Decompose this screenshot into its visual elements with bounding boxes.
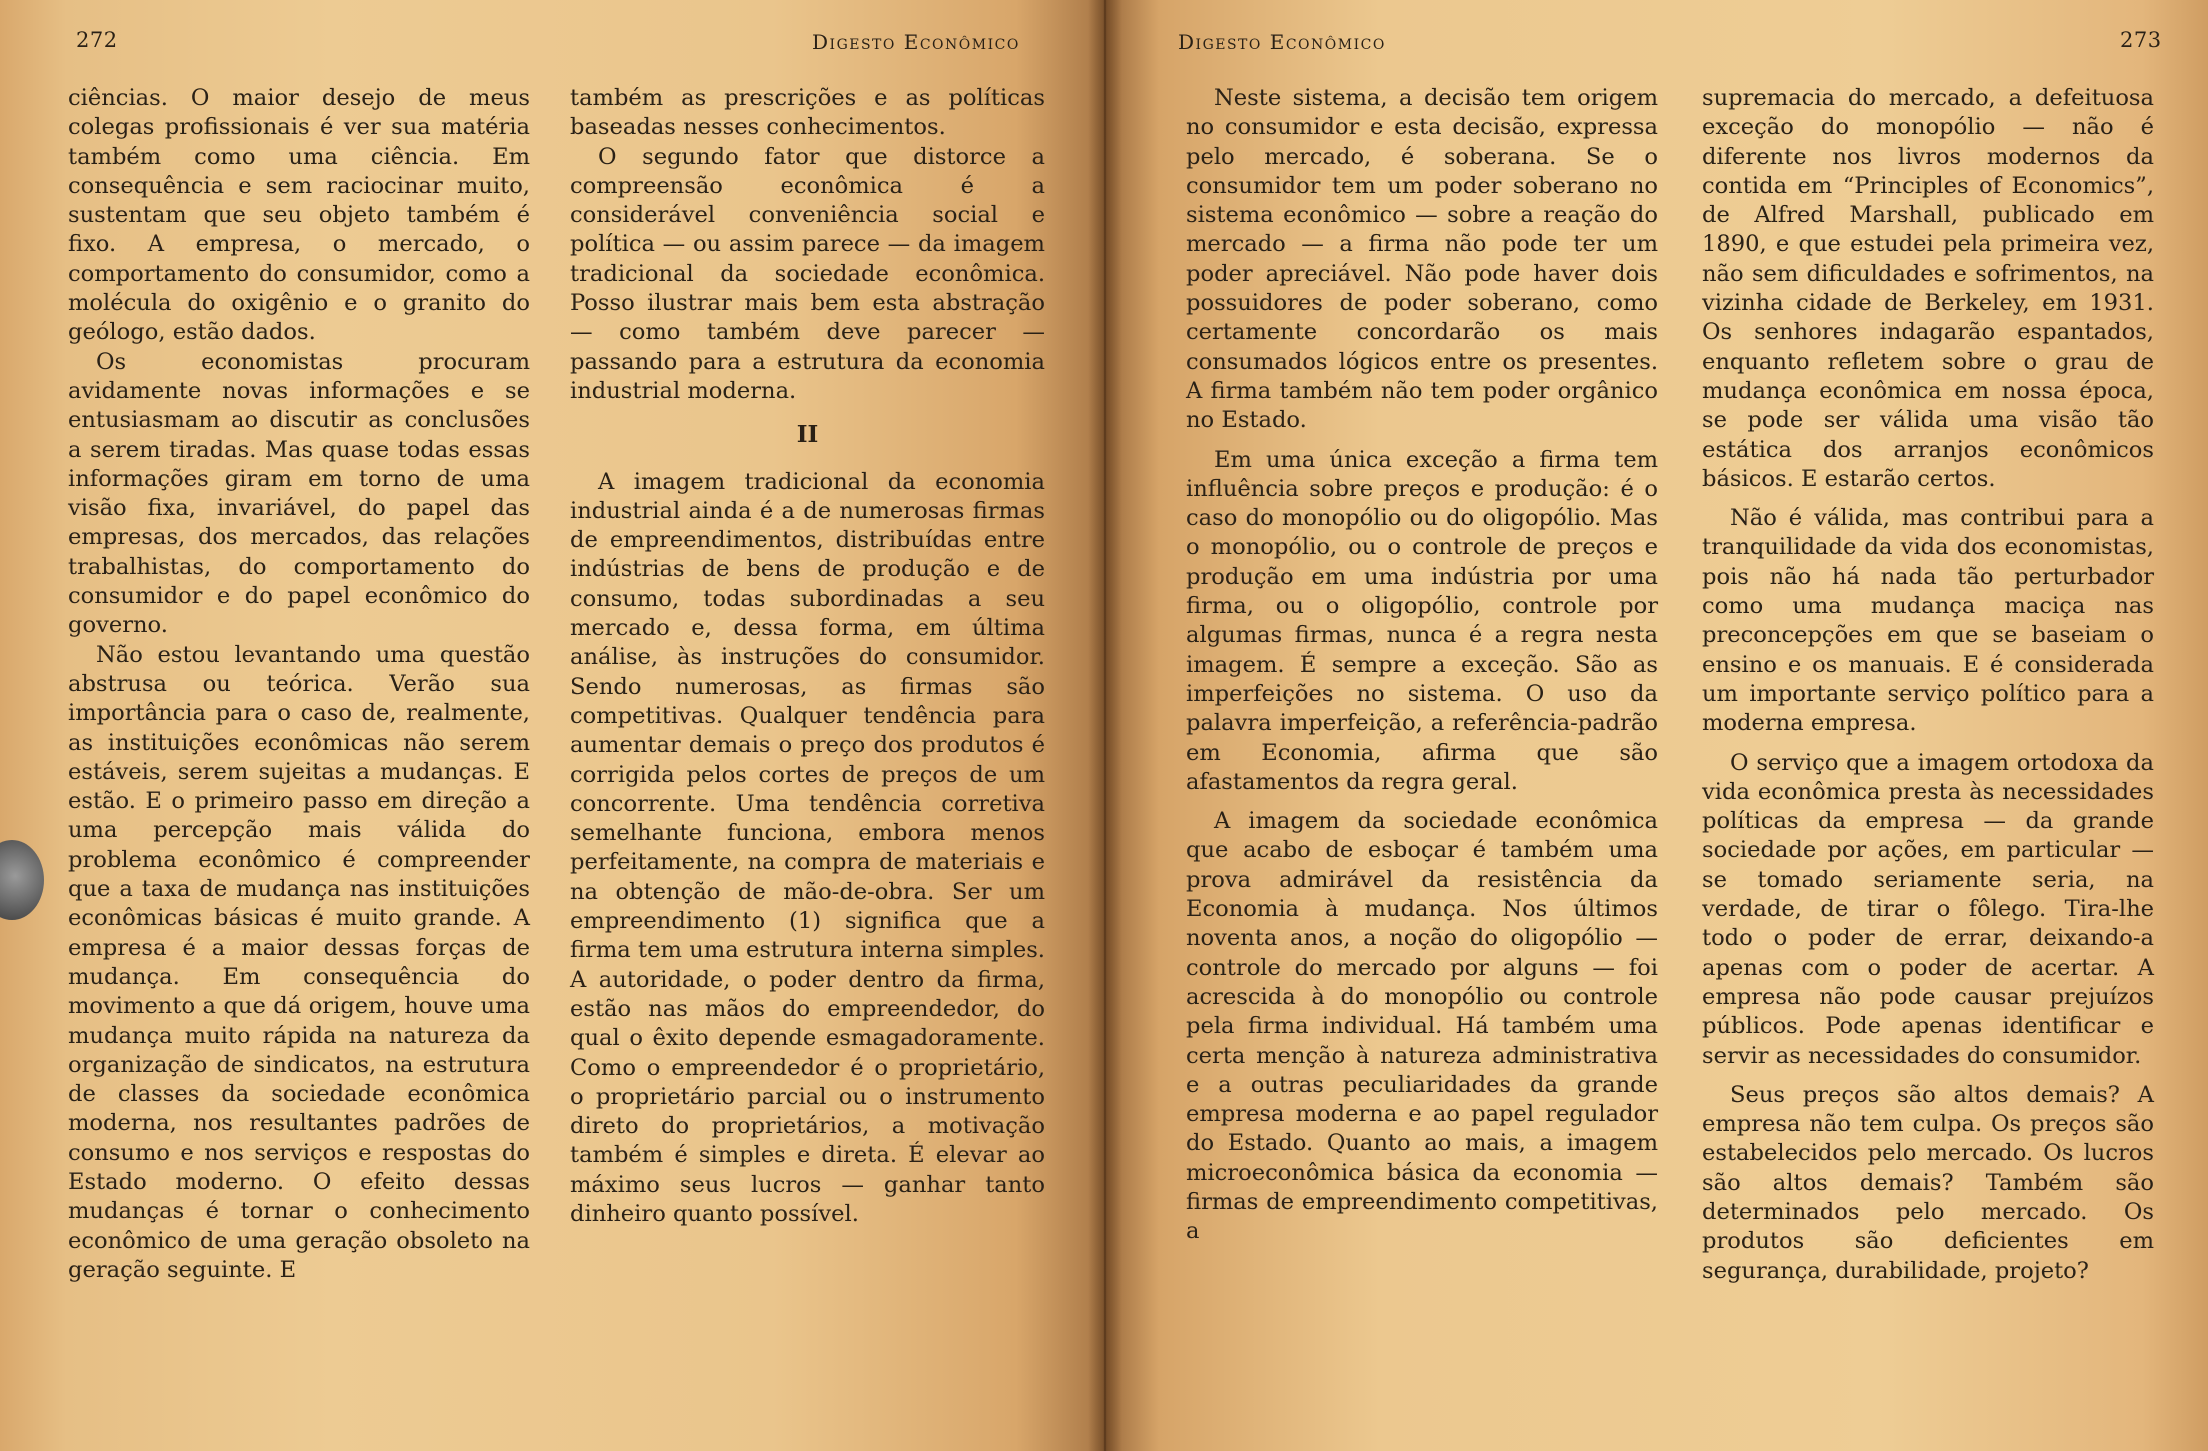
- paragraph: O serviço que a imagem ortodoxa da vida econômica presta às necessidades políticas da empresa — da grande sociedade por ações, em particular — se tomado seriamente seria, na verdade, de tirar o fôlego. Tira-lhe todo o poder de errar, deixando-a apenas com o poder de acertar. A empresa não pode causar prejuízos públicos. Pode apenas identificar e servir as necessidades do consumidor.: [1702, 749, 2154, 1069]
- running-head: Digesto Econômico: [812, 30, 1020, 54]
- book-gutter: [1088, 0, 1122, 1451]
- paragraph: Neste sistema, a decisão tem origem no consumidor e esta decisão, expressa pelo mercado, é soberana. Se o consumidor tem um poder soberano no sistema econômico — sobre a reação do mercado — a firma não pode ter um poder apreciável. Não pode haver dois possuidores de poder soberano, como certamente concordarão os mais consumados lógicos entre os presentes. A firma também não tem poder orgânico no Estado.: [1186, 85, 1658, 434]
- section-heading: II: [796, 421, 819, 449]
- running-head: Digesto Econômico: [1178, 30, 1386, 54]
- page-number: 273: [2120, 28, 2162, 52]
- text-column-1: [1186, 84, 1658, 1247]
- text-column-1: [68, 84, 530, 1285]
- binder-clip: [0, 840, 44, 920]
- paragraph: A imagem tradicional da economia industrial ainda é a de numerosas firmas de empreendimentos, distribuídas entre indústrias de bens de produção e de consumo, todas subordinadas a seu mercado e, dessa forma, em última análise, às instruções do consumidor. Sendo numerosas, as firmas são competitivas. Qualquer tendência para aumentar demais o preço dos produtos é corrigida pelos cortes de preços de um concorrente. Uma tendência corretiva semelhante funciona, embora menos perfeitamente, na compra de materiais e na obtenção de mão-de-obra. Ser um empreendimento (1) significa que a firma tem uma estrutura interna simples. A autoridade, o poder dentro da firma, estão nas mãos do empreendedor, do qual o êxito depende esmagadoramente. Como o empreendedor é o proprietário, o proprietário parcial ou o instrumento direto do proprietários, a motivação também é simples e direta. É elevar ao máximo seus lucros — ganhar tanto dinheiro quanto possível.: [570, 468, 1045, 1227]
- paragraph: O segundo fator que distorce a compreensão econômica é a considerável conveniência social e política — ou assim parece — da imagem tradicional da sociedade econômica. Posso ilustrar mais bem esta abstração — como também deve parecer — passando para a estrutura da economia industrial moderna.: [570, 143, 1045, 404]
- paragraph: Em uma única exceção a firma tem influência sobre preços e produção: é o caso do monopólio ou do oligopólio. Mas o monopólio, ou o controle de preços e produção em uma indústria por uma firma, ou o oligopólio, controle por algumas firmas, nunca é a regra nesta imagem. É sempre a exceção. São as imperfeições no sistema. O uso da palavra imperfeição, a referência-padrão em Economia, afirma que são afastamentos da regra geral.: [1186, 446, 1658, 795]
- paragraph: ciências. O maior desejo de meus colegas profissionais é ver sua matéria também como uma ciência. Em consequência e sem raciocinar muito, sustentam que seu objeto também é fixo. A empresa, o mercado, o comportamento do consumidor, como a molécula do oxigênio e o granito do geólogo, estão dados.: [68, 85, 530, 346]
- paragraph: supremacia do mercado, a defeituosa exceção do monopólio — não é diferente nos livros modernos da contida em “Principles of Economics”, de Alfred Marshall, publicado em 1890, e que estudei pela primeira vez, não sem dificuldades e sofrimentos, na vizinha cidade de Berkeley, em 1931. Os senhores indagarão espantados, enquanto refletem sobre o grau de mudança econômica em nossa época, se pode ser válida uma visão tão estática dos arranjos econômicos básicos. E estarão certos.: [1702, 85, 2154, 492]
- page-number: 272: [76, 28, 118, 52]
- paragraph: Os economistas procuram avidamente novas informações e se entusiasmam ao discutir as conclusões a serem tiradas. Mas quase todas essas informações giram em torno de uma visão fixa, invariável, do papel das empresas, dos mercados, das relações trabalhistas, do comportamento do consumidor e do papel econômico do governo.: [68, 348, 530, 639]
- text-column-2: [1702, 84, 2154, 1286]
- text-column-2: [570, 84, 1045, 1229]
- paragraph: A imagem da sociedade econômica que acabo de esboçar é também uma prova admirável da resistência da Economia à mudança. Nos últimos noventa anos, a noção do oligopólio — controle do mercado por alguns — foi acrescida à do monopólio ou controle pela firma individual. Há também uma certa menção à natureza administrativa e a outras peculiaridades da grande empresa moderna e ao papel regulador do Estado. Quanto ao mais, a imagem microeconômica básica da economia — firmas de empreendimento competitivas, a: [1186, 808, 1658, 1245]
- paragraph: Não estou levantando uma questão abstrusa ou teórica. Verão sua importância para o caso de, realmente, as instituições econômicas não serem estáveis, serem sujeitas a mudanças. E estão. E o primeiro passo em direção a uma percepção mais válida do problema econômico é compreender que a taxa de mudança nas instituições econômicas básicas é muito grande. A empresa é a maior dessas forças de mudança. Em consequência do movimento a que dá origem, houve uma mudança muito rápida na natureza da organização de sindicatos, na estrutura de classes da sociedade econômica moderna, nos resultantes padrões de consumo e nos serviços e respostas do Estado moderno. O efeito dessas mudanças é tornar o conhecimento econômico de uma geração obsoleto na geração seguinte. E: [68, 641, 530, 1283]
- paragraph: Seus preços são altos demais? A empresa não tem culpa. Os preços são estabelecidos pelo mercado. Os lucros são altos demais? Também são determinados pelo mercado. Os produtos são deficientes em segurança, durabilidade, projeto?: [1702, 1081, 2154, 1284]
- right-page: [1104, 0, 2208, 1451]
- paragraph: Não é válida, mas contribui para a tranquilidade da vida dos economistas, pois não há nada tão perturbador como uma mudança maciça nas preconcepções em que se baseiam o ensino e os manuais. E é considerada um importante serviço político para a moderna empresa.: [1702, 505, 2154, 737]
- paragraph: também as prescrições e as políticas baseadas nesses conhecimentos.: [570, 85, 1045, 141]
